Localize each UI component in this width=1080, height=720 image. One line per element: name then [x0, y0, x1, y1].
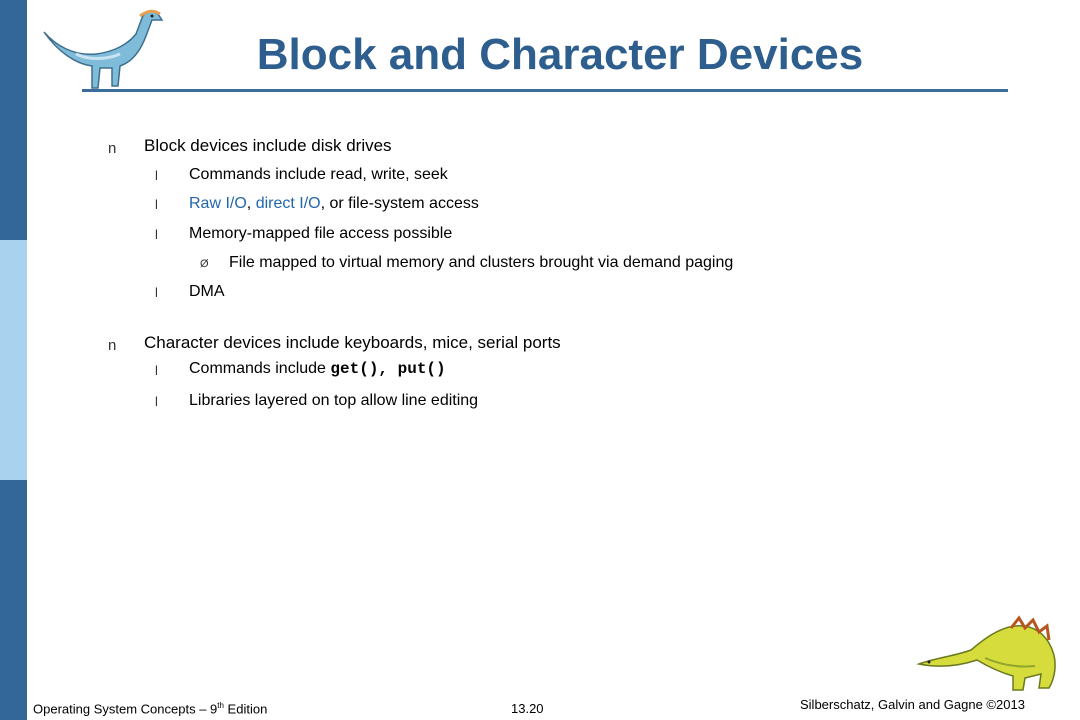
character-devices-heading: Character devices include keyboards, mice, serial ports: [144, 333, 561, 352]
bullet-level2: l: [155, 394, 158, 409]
bullet-level1: n: [108, 140, 117, 157]
footer-title-prefix: Operating System Concepts – 9: [33, 701, 218, 717]
bullet-level2: l: [155, 227, 158, 242]
block-memmap-detail: File mapped to virtual memory and clusters brought via demand paging: [229, 254, 734, 271]
footer-course-title: [33, 701, 267, 716]
bullet-level2: l: [155, 363, 158, 378]
bullet-level2: l: [155, 197, 158, 212]
block-access-line: [189, 195, 479, 213]
dinosaur-bottom-icon: [915, 598, 1065, 696]
character-commands: [189, 360, 446, 378]
block-memmap: Memory-mapped file access possible: [189, 225, 453, 242]
title-underline: [82, 89, 1008, 92]
sidebar-stripe: [0, 0, 27, 720]
block-devices-heading: Block devices include disk drives: [144, 136, 392, 155]
access-separator: ,: [246, 195, 256, 212]
sidebar-segment-bottom: [0, 480, 27, 720]
sidebar-segment-middle: [0, 240, 27, 480]
footer-title-sup: th: [217, 701, 224, 710]
character-commands-code: get(), put(): [330, 360, 446, 378]
dinosaur-top-icon: [36, 4, 166, 92]
footer-title-suffix: Edition: [223, 701, 268, 717]
direct-io-term: direct I/O: [255, 195, 321, 212]
block-dma: DMA: [189, 283, 225, 300]
footer-slide-number: 13.20: [511, 701, 544, 716]
sidebar-segment-top: [0, 0, 27, 240]
character-commands-prefix: Commands include: [189, 360, 331, 377]
access-rest-text: , or file-system access: [320, 195, 479, 212]
character-libraries: Libraries layered on top allow line editing: [189, 392, 479, 409]
bullet-level2: l: [155, 168, 158, 183]
bullet-level2: l: [155, 285, 158, 300]
slide-title: Block and Character Devices: [256, 30, 864, 79]
footer-copyright: Silberschatz, Galvin and Gagne ©2013: [800, 697, 1025, 712]
block-commands: Commands include read, write, seek: [189, 166, 448, 183]
bullet-level3-arrow: Ø: [200, 258, 209, 270]
bullet-level1: n: [108, 337, 117, 354]
raw-io-term: Raw I/O: [189, 195, 247, 212]
